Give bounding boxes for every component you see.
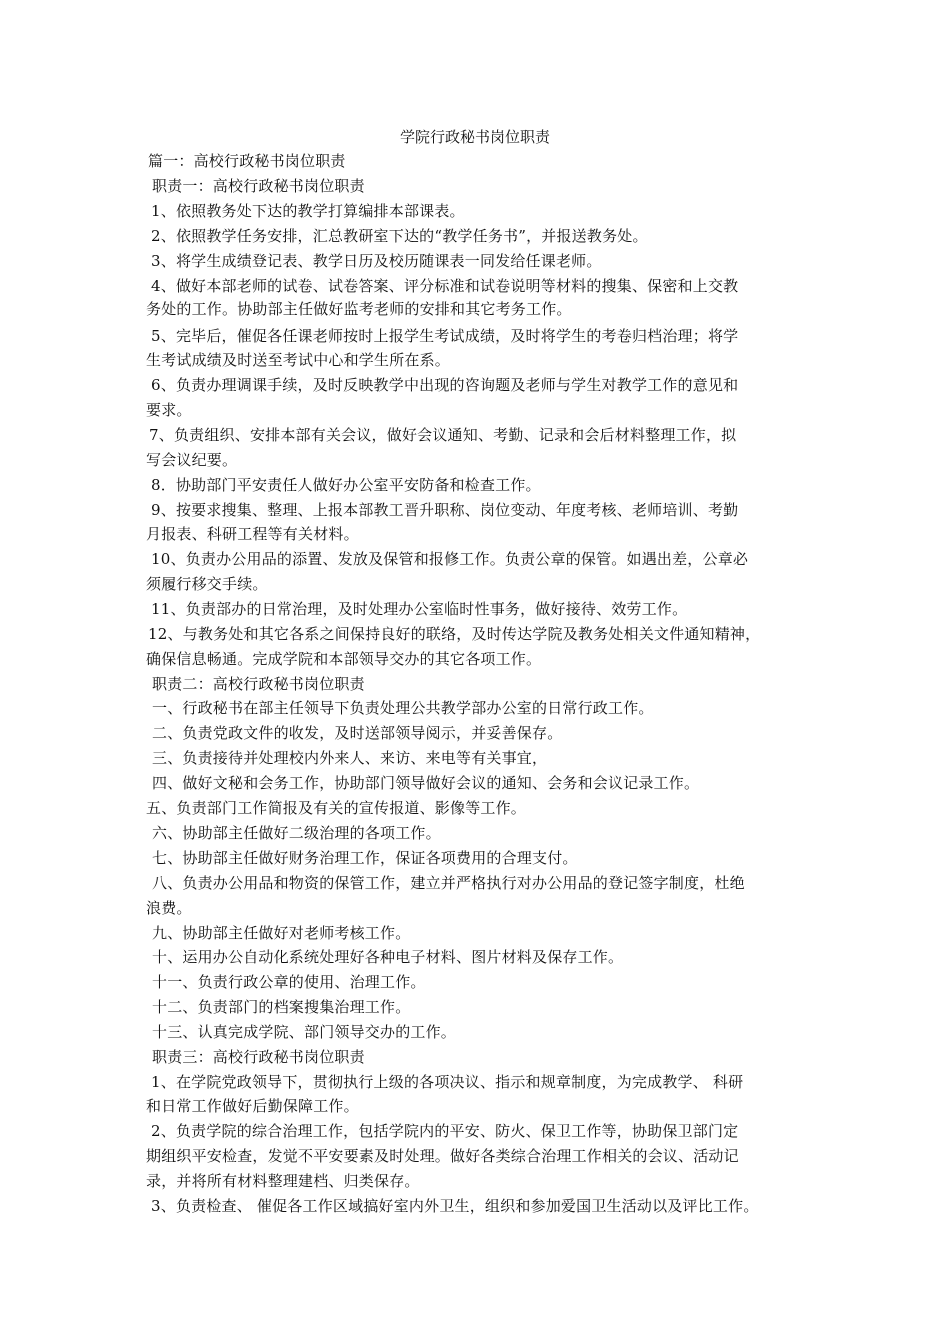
text-line: 十一、负责行政公章的使用、治理工作。 [152, 973, 426, 991]
text-line: 7、负责组织、安排本部有关会议，做好会议通知、考勤、记录和会后材料整理工作，拟 [149, 426, 737, 444]
text-line: 和日常工作做好后勤保障工作。 [146, 1097, 359, 1115]
subsection-heading: 职责一：高校行政秘书岗位职责 [152, 177, 365, 195]
text-line: 五、负责部门工作简报及有关的宣传报道、影像等工作。 [146, 799, 527, 817]
text-line: 11、负责部办的日常治理，及时处理办公室临时性事务，做好接待、效劳工作。 [151, 600, 688, 618]
text-line: 3、负责检查、 催促各工作区域搞好室内外卫生，组织和参加爱国卫生活动以及评比工作。 [151, 1197, 759, 1215]
text-line: 3、将学生成绩登记表、教学日历及校历随课表一同发给任课老师。 [151, 252, 602, 270]
text-line: 要求。 [146, 401, 192, 419]
text-line: 2、负责学院的综合治理工作，包括学院内的平安、防火、保卫工作等，协助保卫部门定 [151, 1122, 739, 1140]
text-line: 1、在学院党政领导下，贯彻执行上级的各项决议、指示和规章制度，为完成教学、 科研 [151, 1073, 744, 1091]
text-line: 三、负责接待并处理校内外来人、来访、来电等有关事宜， [152, 749, 548, 767]
text-line: 浪费。 [146, 899, 192, 917]
text-line: 月报表、科研工程等有关材料。 [146, 525, 359, 543]
text-line: 六、协助部主任做好二级治理的各项工作。 [152, 824, 441, 842]
text-line: 5、完毕后，催促各任课老师按时上报学生考试成绩，及时将学生的考卷归档治理；将学 [151, 327, 739, 345]
text-line: 9、按要求搜集、整理、上报本部教工晋升职称、岗位变动、年度考核、老师培训、考勤 [151, 501, 739, 519]
document-title: 学院行政秘书岗位职责 [399, 128, 550, 146]
text-line: 九、协助部主任做好对老师考核工作。 [152, 924, 411, 942]
text-line: 十三、认真完成学院、部门领导交办的工作。 [152, 1023, 457, 1041]
text-line: 十二、负责部门的档案搜集治理工作。 [152, 998, 411, 1016]
text-line: 十、运用办公自动化系统处理好各种电子材料、图片材料及保存工作。 [152, 948, 624, 966]
text-line: 8．协助部门平安责任人做好办公室平安防备和检查工作。 [151, 476, 541, 494]
text-line: 须履行移交手续。 [146, 575, 268, 593]
text-line: 一、行政秘书在部主任领导下负责处理公共教学部办公室的日常行政工作。 [152, 699, 654, 717]
text-line: 二、负责党政文件的收发，及时送部领导阅示，并妥善保存。 [152, 724, 563, 742]
text-line: 四、做好文秘和会务工作，协助部门领导做好会议的通知、会务和会议记录工作。 [152, 774, 700, 792]
text-line: 10、负责办公用品的添置、发放及保管和报修工作。负责公章的保管。如遇出差，公章必 [151, 550, 749, 568]
text-line: 12、与教务处和其它各系之间保持良好的联络，及时传达学院及教务处相关文件通知精神， [148, 625, 761, 643]
text-line: 2、依照教学任务安排，汇总教研室下达的“教学任务书”，并报送教务处。 [151, 227, 648, 245]
text-line: 八、负责办公用品和物资的保管工作，建立并严格执行对办公用品的登记签字制度，杜绝 [152, 874, 745, 892]
text-line: 录，并将所有材料整理建档、归类保存。 [146, 1172, 420, 1190]
section-heading: 篇一：高校行政秘书岗位职责 [148, 152, 346, 170]
text-line: 七、协助部主任做好财务治理工作，保证各项费用的合理支付。 [152, 849, 578, 867]
text-line: 期组织平安检查，发觉不平安要素及时处理。做好各类综合治理工作相关的会议、活动记 [146, 1147, 739, 1165]
text-line: 务处的工作。协助部主任做好监考老师的安排和其它考务工作。 [146, 300, 572, 318]
text-line: 生考试成绩及时送至考试中心和学生所在系。 [146, 351, 451, 369]
text-line: 4、做好本部老师的试卷、试卷答案、评分标准和试卷说明等材料的搜集、保密和上交教 [151, 277, 739, 295]
subsection-heading: 职责二：高校行政秘书岗位职责 [152, 675, 365, 693]
text-line: 确保信息畅通。完成学院和本部领导交办的其它各项工作。 [146, 650, 542, 668]
text-line: 写会议纪要。 [146, 451, 238, 469]
text-line: 6、负责办理调课手续，及时反映教学中出现的咨询题及老师与学生对教学工作的意见和 [151, 376, 739, 394]
subsection-heading: 职责三：高校行政秘书岗位职责 [152, 1048, 365, 1066]
text-line: 1、依照教务处下达的教学打算编排本部课表。 [151, 202, 465, 220]
